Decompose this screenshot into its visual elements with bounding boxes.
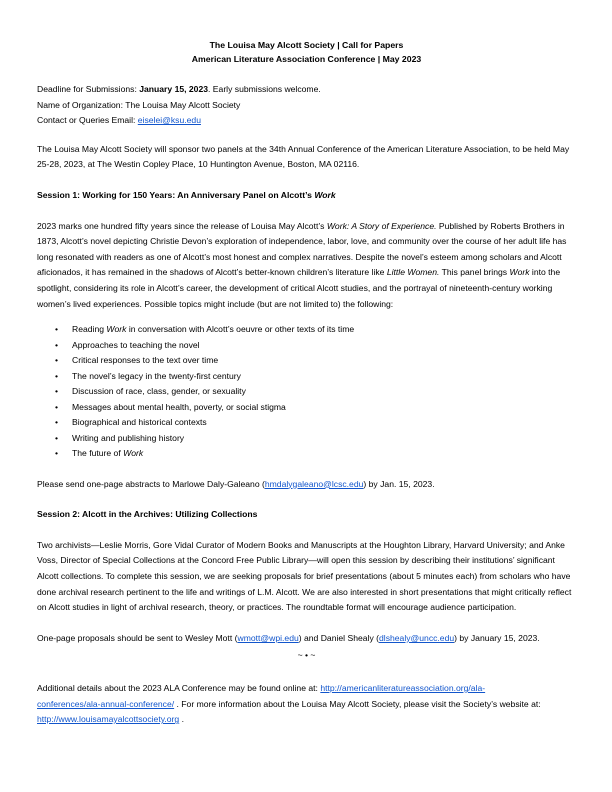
list-item: • Discussion of race, class, gender, or sexuality [72, 384, 576, 400]
bullet-icon: • [55, 324, 59, 335]
session1-email-link[interactable]: hmdalygaleano@lcsc.edu [264, 478, 364, 489]
bullet-icon: • [55, 401, 59, 412]
contact-email-link[interactable]: eiselei@ksu.edu [137, 115, 201, 126]
list-item: • The future of Work [72, 446, 576, 462]
bullet-icon: • [55, 355, 59, 366]
session2-submission: One-page proposals should be sent to Wesley Mott (wmott@wpi.edu) and Daniel Shealy (dlshealy@uncc.edu) by January 15, 2023. [37, 632, 540, 643]
bullet-icon: • [55, 370, 59, 381]
organization-line: Name of Organization: The Louisa May Alcott Society [37, 99, 241, 110]
intro-paragraph: The Louisa May Alcott Society will sponsor two panels at the 34th Annual Conference of the American Literature Association, to be held May 25-28, 2023, at The Westin Copley Place, 10 Huntington Avenue, Boston, MA 02116. [37, 143, 570, 170]
list-item: • Reading Work in conversation with Alcott’s oeuvre or other texts of its time [72, 322, 576, 338]
session1-heading: Session 1: Working for 150 Years: An Anniversary Panel on Alcott’s Work [37, 189, 336, 200]
bullet-icon: • [55, 386, 59, 397]
session2-heading: Session 2: Alcott in the Archives: Utilizing Collections [37, 509, 258, 520]
mott-email-link[interactable]: wmott@wpi.edu [237, 632, 299, 643]
session1-submission: Please send one-page abstracts to Marlowe Daly-Galeano (hmdalygaleano@lcsc.edu) by Jan. 15, 2023. [37, 478, 435, 489]
section-separator: ~ • ~ [297, 650, 316, 661]
contact-line: Contact or Queries Email: eiselei@ksu.edu [37, 115, 201, 126]
list-item: • Biographical and historical contexts [72, 415, 576, 431]
session1-paragraph: 2023 marks one hundred fifty years since the release of Louisa May Alcott’s Work: A Story of Experience. Published by Roberts Brothers in 1873, Alcott’s novel depicting Christie Devon’s exploration of independence, labor, love, and community over the course of her adult life has long resonated with readers as one of Alcott’s most honest and complex narratives. Despite the novel’s esteem among scholars and Alcott aficionados, it has remained in the shadows of Alcott’s better-known children’s literature like Little Women. This panel brings Work into the spotlight, considering its role in Alcott’s career, the development of critical Alcott studies, and the portrayal of nineteenth-century working women’s lived experiences. Possible topics might include (but are not limited to) the following: [37, 220, 567, 309]
ala-conference-link[interactable]: http://americanliteratureassociation.org/ala- conferences/ala-annual-conference/ [37, 682, 486, 709]
deadline-line: Deadline for Submissions: January 15, 2023. Early submissions welcome. [37, 84, 321, 94]
bullet-icon: • [55, 339, 59, 350]
list-item: • Approaches to teaching the novel [72, 338, 576, 354]
title-line-2: American Literature Association Conference | May 2023 [191, 54, 422, 64]
submission-info [37, 82, 576, 129]
document-title [37, 38, 576, 66]
title-line-1: The Louisa May Alcott Society | Call for Papers [209, 40, 404, 50]
deadline-date: January 15, 2023 [139, 84, 209, 94]
list-item: • The novel’s legacy in the twenty-first century [72, 369, 576, 385]
bullet-icon: • [55, 448, 59, 459]
shealy-email-link[interactable]: dlshealy@uncc.edu [379, 632, 455, 643]
bullet-icon: • [55, 417, 59, 428]
session2-paragraph: Two archivists—Leslie Morris, Gore Vidal Curator of Modern Books and Manuscripts at the Houghton Library, Harvard University; and Anke Voss, Director of Special Collections at the Concord Free Public Library—will open this session by describing their institutions’ significant Alcott collections. To complete this session, we are seeking proposals for brief presentations (about 5 minutes each) from scholars who have done archival research pertinent to the life and writings of L.M. Alcott. We are also interested in short presentations that might critically reflect on Alcott studies in light of archival research, theory, or practices. The roundtable format will encourage audience participation. [37, 539, 572, 613]
bullet-icon: • [55, 432, 59, 443]
list-item: • Writing and publishing history [72, 431, 576, 447]
footer-paragraph: Additional details about the 2023 ALA Conference may be found online at: http://americanliteratureassociation.org/ala- conferences/ala-annual-conference/ . For more information about the Louisa May Alcott Society, please visit the Society’s website at: http://www.louisamayalcottsociety.org . [37, 682, 541, 725]
list-item: • Messages about mental health, poverty, or social stigma [72, 400, 576, 416]
list-item: • Critical responses to the text over time [72, 353, 576, 369]
society-website-link[interactable]: http://www.louisamayalcottsociety.org [37, 714, 180, 725]
topics-list [37, 322, 576, 462]
